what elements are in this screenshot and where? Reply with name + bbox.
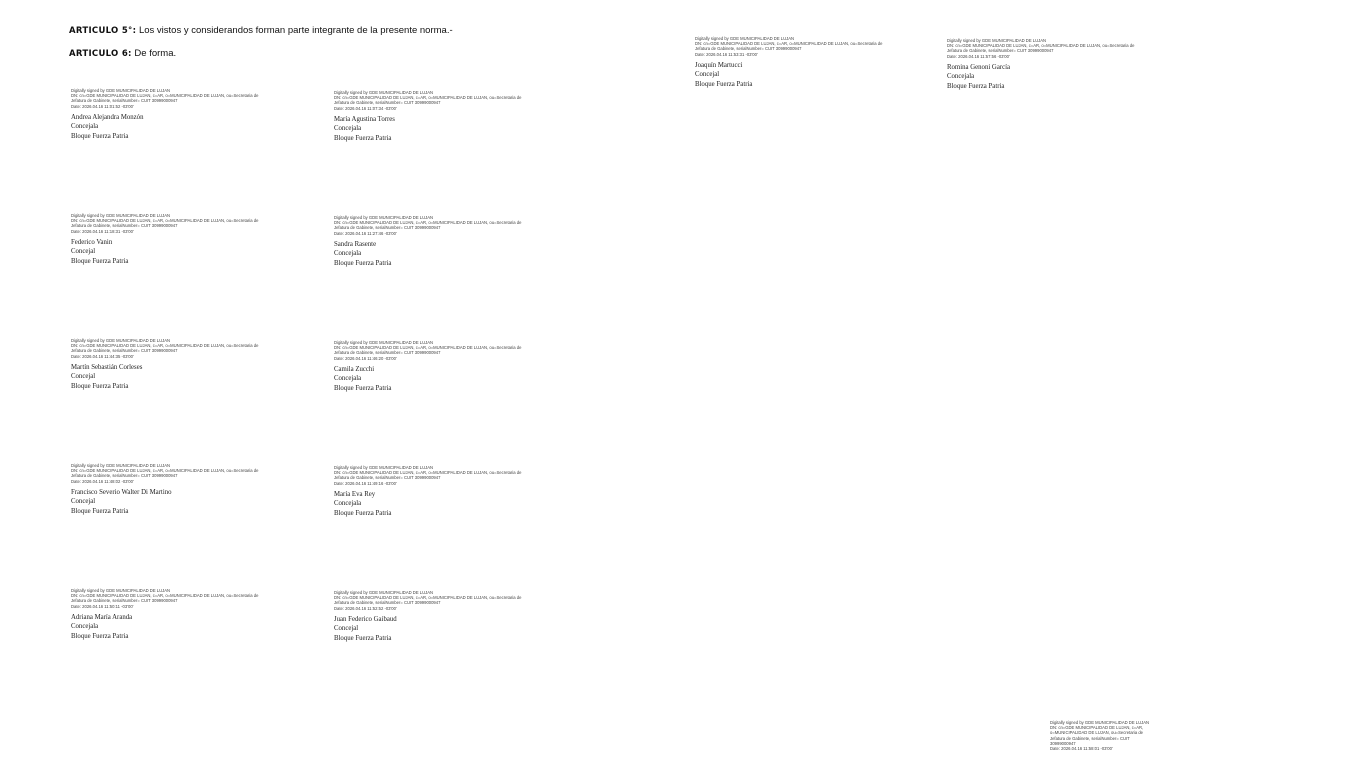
signature-block — [947, 38, 1192, 92]
signer-role: Concejala — [334, 500, 362, 508]
signature-certificate: Digitally signed by GDE MUNICIPALIDAD DE LUJAN DN: cn=GDE MUNICIPALIDAD DE LUJAN, c=AR, o=MUNICIPALIDAD DE LUJAN, ou=Secretaria de Jefatura de Gabinete, serialNumber= CUIT 30999000947 Date: 2026.04.16 11:50:11 -03'00' — [71, 588, 259, 609]
signature-block — [71, 338, 316, 392]
signature-certificate: Digitally signed by GDE MUNICIPALIDAD DE LUJAN DN: cn=GDE MUNICIPALIDAD DE LUJAN, c=AR, o=MUNICIPALIDAD DE LUJAN, ou=Secretaria de Jefatura de Gabinete, serialNumber= CUIT 30999000947 Date: 2026.04.16 11:18:31 -03'00' — [71, 213, 259, 234]
signature-block — [334, 465, 579, 519]
article-6-text: De forma. — [131, 48, 177, 59]
article-5-label: ARTICULO 5°: — [69, 26, 137, 36]
signature-certificate: Digitally signed by GDE MUNICIPALIDAD DE LUJAN DN: cn=GDE MUNICIPALIDAD DE LUJAN, c=AR, o=MUNICIPALIDAD DE LUJAN, ou=Secretaria de Jefatura de Gabinete, serialNumber= CUIT 30999000947 Date: 2026.04.16 11:48:02 -03'00' — [71, 463, 259, 484]
signature-certificate: Digitally signed by GDE MUNICIPALIDAD DE LUJAN DN: cn=GDE MUNICIPALIDAD DE LUJAN, c=AR, o=MUNICIPALIDAD DE LUJAN, ou=Secretaria de Jefatura de Gabinete, serialNumber= CUIT 30999000947 Date: 2026.04.16 11:27:46 -03'00' — [334, 215, 522, 236]
signature-block — [71, 213, 316, 267]
signer-role: Concejal — [695, 71, 720, 79]
signature-certificate: Digitally signed by GDE MUNICIPALIDAD DE LUJAN DN: cn=GDE MUNICIPALIDAD DE LUJAN, c=AR, o=MUNICIPALIDAD DE LUJAN, ou=Secretaria de Jefatura de Gabinete, serialNumber= CUIT 30999000947 Date: 2026.04.16 11:57:56 -03'00' — [947, 38, 1135, 59]
signer-bloc: Bloque Fuerza Patria — [71, 133, 129, 140]
signer-bloc: Bloque Fuerza Patria — [334, 385, 392, 392]
signer-name: Sandra Rasente — [334, 240, 377, 248]
signature-block — [334, 215, 579, 269]
signer-role: Concejala — [71, 623, 99, 631]
signature-certificate: Digitally signed by GDE MUNICIPALIDAD DE LUJAN DN: cn=GDE MUNICIPALIDAD DE LUJAN, c=AR, o=MUNICIPALIDAD DE LUJAN, ou=Secretaria de Jefatura de Gabinete, serialNumber= CUIT 30999000947 Date: 2026.04.16 11:07:34 -03'00' — [334, 90, 522, 111]
signature-certificate: Digitally signed by GDE MUNICIPALIDAD DE LUJAN DN: cn=GDE MUNICIPALIDAD DE LUJAN, c=AR, o=MUNICIPALIDAD DE LUJAN, ou=Secretaria de Jefatura de Gabinete, serialNumber= CUIT 30999000947 Date: 2026.04.16 11:46:20 -03'00' — [334, 340, 522, 361]
article-6-label: ARTICULO 6: — [69, 49, 132, 59]
signer-name: Andrea Alejandra Monzón — [71, 113, 144, 121]
signature-certificate: Digitally signed by GDE MUNICIPALIDAD DE LUJAN DN: cn=GDE MUNICIPALIDAD DE LUJAN, c=AR, o=MUNICIPALIDAD DE LUJAN, ou=Secretaria de Jefatura de Gabinete, serialNumber= CUIT 30999000947 Date: 2026.04.16 11:49:16 -03'00' — [334, 465, 522, 486]
signer-role: Concejala — [334, 375, 362, 383]
article-5 — [69, 25, 453, 36]
signature-block — [71, 588, 316, 642]
signer-name: María Eva Rey — [334, 490, 376, 498]
signer-name: Camila Zucchi — [334, 365, 375, 373]
signer-name: Martín Sebastián Corleses — [71, 363, 143, 371]
signer-bloc: Bloque Fuerza Patria — [334, 135, 392, 142]
signer-bloc: Bloque Fuerza Patria — [71, 633, 129, 640]
signer-role: Concejal — [71, 498, 96, 506]
signature-certificate: Digitally signed by GDE MUNICIPALIDAD DE LUJAN DN: cn=GDE MUNICIPALIDAD DE LUJAN, c=AR, o=MUNICIPALIDAD DE LUJAN, ou=Secretaria de Jefatura de Gabinete, serialNumber= CUIT 30999000947 Date: 2026.04.16 11:52:52 -03'00' — [334, 590, 522, 611]
signer-bloc: Bloque Fuerza Patria — [71, 258, 129, 265]
signer-bloc: Bloque Fuerza Patria — [71, 383, 129, 390]
article-5-text: Los vistos y considerandos forman parte integrante de la presente norma.- — [136, 25, 453, 36]
signer-name: Federico Vanin — [71, 238, 113, 246]
signer-bloc: Bloque Fuerza Patria — [947, 83, 1005, 90]
signer-bloc: Bloque Fuerza Patria — [695, 81, 753, 88]
signer-role: Concejal — [71, 248, 96, 256]
signer-name: Francisco Severio Walter Di Martino — [71, 488, 172, 496]
signer-role: Concejala — [334, 250, 362, 258]
signer-role: Concejala — [71, 123, 99, 131]
signature-block — [71, 88, 316, 142]
signer-name: Adriana María Aranda — [71, 613, 133, 621]
signature-certificate: Digitally signed by GDE MUNICIPALIDAD DE LUJAN DN: cn=GDE MUNICIPALIDAD DE LUJAN, c=AR, o=MUNICIPALIDAD DE LUJAN, ou=Secretaria de Jefatura de Gabinete, serialNumber= CUIT 30999000947 Date: 2026.04.16 11:44:35 -03'00' — [71, 338, 259, 359]
signature-certificate: Digitally signed by GDE MUNICIPALIDAD DE LUJAN DN: cn=GDE MUNICIPALIDAD DE LUJAN, c=AR, o=MUNICIPALIDAD DE LUJAN, ou=Secretaria de Jefatura de Gabinete, serialNumber= CUIT 30999000947 Date: 2026.04.16 11:01:52 -03'00' — [71, 88, 259, 109]
signature-block — [334, 90, 579, 144]
signature-block — [71, 463, 316, 517]
signer-bloc: Bloque Fuerza Patria — [334, 510, 392, 517]
signature-certificate: Digitally signed by GDE MUNICIPALIDAD DE LUJAN DN: cn=GDE MUNICIPALIDAD DE LUJAN, c=AR, o=MUNICIPALIDAD DE LUJAN, ou=Secretaria de Jefatura de Gabinete, serialNumber= CUIT 30999000947 Date: 2026.04.16 11:53:31 -03'00' — [695, 36, 883, 57]
signer-name: María Agustina Torres — [334, 115, 395, 123]
signer-name: Joaquín Martucci — [695, 61, 743, 69]
signature-block — [334, 590, 579, 644]
signer-bloc: Bloque Fuerza Patria — [334, 260, 392, 267]
signer-role: Concejal — [71, 373, 96, 381]
signer-bloc: Bloque Fuerza Patria — [71, 508, 129, 515]
signer-role: Concejal — [334, 625, 359, 633]
article-6 — [69, 48, 176, 59]
signature-block — [695, 36, 940, 90]
signer-bloc: Bloque Fuerza Patria — [334, 635, 392, 642]
final-signature-certificate: Digitally signed by GDE MUNICIPALIDAD DE LUJAN DN: cn=GDE MUNICIPALIDAD DE LUJAN, c=AR, o=MUNICIPALIDAD DE LUJAN, ou=Secretaria de Jefatura de Gabinete, serialNumber= CUIT 30999000947 Date: 2026.04.16 11:58:01 -03'00' — [1050, 720, 1150, 752]
signer-name: Juan Federico Gaibaud — [334, 615, 397, 623]
final-signature-block — [1050, 720, 1168, 751]
signer-role: Concejala — [334, 125, 362, 133]
signature-block — [334, 340, 579, 394]
signer-role: Concejala — [947, 73, 975, 81]
signer-name: Romina Genoni García — [947, 63, 1011, 71]
